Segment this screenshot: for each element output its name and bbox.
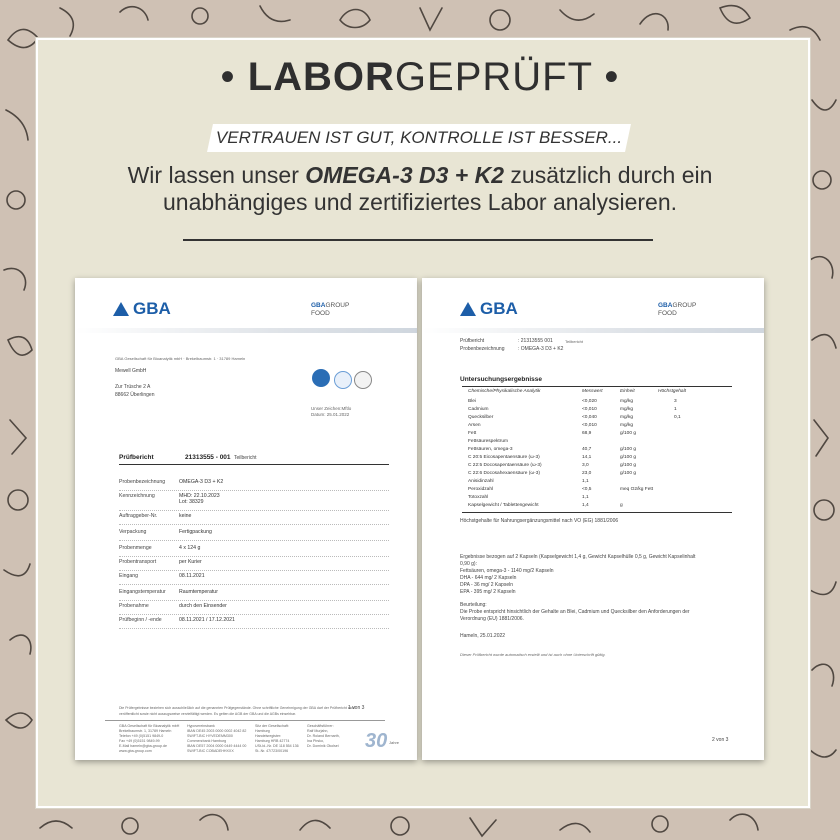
field-value: per Kurier — [179, 559, 202, 565]
table-row — [464, 399, 734, 407]
field-value: 08.11.2021 / 17.12.2021 — [179, 617, 235, 623]
table-row — [464, 479, 734, 487]
table-row — [464, 495, 734, 503]
table-row — [464, 407, 734, 415]
field-value: MHD: 22.10.2023 — [179, 493, 220, 499]
result-line: 0,90 g): — [460, 561, 477, 567]
tagline: VERTRAUEN IST GUT, KONTROLLE IST BESSER... — [215, 128, 623, 147]
measured-value-cell: 40,7 — [582, 447, 592, 452]
lead-paragraph — [100, 162, 740, 216]
measured-value-cell: 68,9 — [582, 431, 592, 436]
field-value: durch den Einsender — [179, 603, 227, 609]
header-band — [422, 328, 764, 333]
field-label: Probenahme — [119, 603, 149, 609]
report-number: : 21313555 001 — [518, 338, 553, 344]
bio-seal-icon — [334, 371, 352, 389]
footnote-line-1: Die Prüfergebnisse beziehen sich ausschließlich auf die genannten Prüfgegenstände. Ohne schriftliche Genehmigung der GBA darf der Prüfbericht nicht — [119, 706, 356, 710]
measured-value-cell: 23,0 — [582, 471, 592, 476]
report-field-row — [119, 490, 389, 511]
field-label: Probenbezeichnung — [119, 479, 166, 485]
measured-value-cell: 3,0 — [582, 463, 589, 468]
report-field-row — [119, 600, 389, 615]
result-line: DPA - 36 mg/ 2 Kapseln — [460, 582, 513, 588]
unit-cell: g/100 g — [620, 455, 637, 460]
place-date: Hameln, 25.01.2022 — [460, 633, 506, 639]
gba-logo: GBA — [113, 299, 171, 319]
analyte-cell: Peroxidzahl — [468, 487, 494, 492]
footer-rule — [105, 720, 385, 721]
recipient-city: 88662 Überlingen — [115, 392, 155, 398]
page-number: 1 von 3 — [348, 705, 365, 711]
max-level-cell: 0,1 — [674, 415, 681, 420]
table-row — [464, 503, 734, 511]
field-label: Eingang — [119, 573, 139, 579]
lab-report-page-2 — [422, 278, 764, 760]
report-field-row — [119, 570, 389, 585]
result-line: DHA - 644 mg/ 2 Kapseln — [460, 575, 517, 581]
measured-value-cell: <0,5 — [582, 487, 592, 492]
measured-value-cell: 1,1 — [582, 495, 589, 500]
analyte-cell: Arsen — [468, 423, 481, 428]
analyte-cell: C 20:5 Eicosapentaensäure (ω-3) — [468, 455, 540, 460]
table-row — [464, 423, 734, 431]
results-heading: Untersuchungsergebnisse — [460, 376, 542, 383]
analyte-cell: Cadmium — [468, 407, 489, 412]
result-line: EPA - 395 mg/ 2 Kapseln — [460, 589, 516, 595]
sample-value: : OMEGA-3 D3 + K2 — [518, 346, 564, 352]
assessment-title: Beurteilung: — [460, 602, 487, 608]
report-field-row — [119, 510, 389, 525]
max-level-cell: 3 — [674, 399, 677, 404]
unit-cell: g/100 g — [620, 447, 637, 452]
title-bold: LABOR — [247, 55, 395, 99]
field-label: Probenmenge — [119, 545, 152, 551]
report-label: Prüfbericht — [460, 338, 485, 344]
recipient-street: Zur Trüsche 2 A — [115, 384, 151, 390]
report-underline — [119, 464, 389, 465]
title-light: GEPRÜFT — [394, 55, 593, 99]
title-bullet-left: • — [220, 55, 236, 99]
report-suffix: Teilbericht — [234, 455, 257, 461]
field-label: Verpackung — [119, 529, 147, 535]
unit-cell: mg/kg — [620, 423, 634, 428]
measured-value-cell: 1,1 — [582, 479, 589, 484]
dakks-seal-icon — [354, 371, 372, 389]
analyte-cell: Kapselgewicht / Tablettengewicht — [468, 503, 539, 508]
report-field-row — [119, 476, 389, 491]
table-row — [464, 439, 734, 447]
table-top-rule — [462, 386, 732, 387]
report-field-row — [119, 542, 389, 557]
field-value: 4 x 124 g — [179, 545, 201, 551]
footer-column: Hypovereinsbank IBAN DE45 2003 0000 0002 4042 82 SWIFT-BIC HYVEDEMM300 Commerzbank Hamburg IBAN DE57 2004 0000 0449 4444 00 SWIFT-BIC COBADEHHXXX — [187, 724, 247, 753]
report-number: 21313555 - 001 — [185, 454, 231, 461]
report-label: Prüfbericht — [119, 454, 154, 461]
assessment-line-1: Die Probe entspricht hinsichtlich der Gehalte an Blei, Cadmium und Quecksilber den Anforderungen der — [460, 609, 690, 615]
unit-cell: meq O2/kg Fett — [620, 487, 654, 492]
footer-column: Geschäftsführer: Ralf Murjahn, Dr. Roland Bernarth, Ina Pirsko, Dr. Dominik Okolsei — [307, 724, 340, 748]
analyte-cell: Fett — [468, 431, 477, 436]
analyte-cell: Blei — [468, 399, 476, 404]
measured-value-cell: <0,040 — [582, 415, 597, 420]
measured-value-cell: 1,4 — [582, 503, 589, 508]
table-bottom-rule — [462, 512, 732, 513]
field-label: Probentransport — [119, 559, 157, 565]
analyte-cell: Fettsäuren, omega-3 — [468, 447, 513, 452]
analyte-cell: C 22:5 Docosapentaensäure (ω-3) — [468, 463, 542, 468]
sample-label: Probenbezeichnung — [460, 346, 505, 352]
lead-product: OMEGA-3 D3 + K2 — [305, 162, 505, 188]
table-row — [464, 455, 734, 463]
accreditation-seal-icon — [312, 369, 330, 387]
field-value: OMEGA-3 D3 + K2 — [179, 479, 224, 485]
unit-cell: mg/kg — [620, 399, 634, 404]
anniversary-badge: 30 — [365, 730, 388, 752]
report-suffix: Teilbericht — [565, 339, 584, 344]
header-band — [75, 328, 417, 333]
table-row — [464, 431, 734, 439]
field-value-secondary: Lot: 38329 — [179, 499, 204, 505]
recipient-name: Mewell GmbH — [115, 368, 147, 374]
analyte-cell: C 22:6 Docosahexaensäure (ω-3) — [468, 471, 541, 476]
footer-column: Sitz der Gesellschaft: Hamburg Handelsregister: Hamburg HRB 42774 USt-Id.-Nr. DE 118 554 136 St.-Nr. 47/723/00196 — [255, 724, 299, 753]
measured-value-cell: <0,010 — [582, 407, 597, 412]
measured-value-cell: <0,020 — [582, 399, 597, 404]
field-value: 08.11.2021 — [179, 573, 205, 579]
max-level-cell: 1 — [674, 407, 677, 412]
measured-value-cell: 14,1 — [582, 455, 592, 460]
analyte-cell: Anisidinzahl — [468, 479, 494, 484]
footer-column: GBA Gesellschaft für Bioanalytik mbH Brekelbaumstr. 1, 31789 Hameln Telefon +49 (0)5151 9849-0 Fax +49 (0)5151 9849-99 E-Mail hameln@gba-group.de www.gba-group.com — [119, 724, 180, 753]
sender-line: GBA Gesellschaft für Bioanalytik mbH · Brekelbaumstr. 1 · 31789 Hameln — [115, 356, 246, 361]
table-note: Höchstgehalte für Nahrungsergänzungsmittel nach VO (EG) 1881/2006 — [460, 518, 619, 524]
page-title — [0, 55, 840, 100]
report-field-row — [119, 586, 389, 601]
report-field-row — [119, 526, 389, 541]
analyte-cell: Fettsäurespektrum — [468, 439, 508, 444]
report-field-row — [119, 556, 389, 571]
gba-logo-icon — [460, 302, 476, 316]
auto-generated-note: Dieser Prüfbericht wurde automatisch erstellt und ist auch ohne Unterschrift gültig. — [460, 652, 606, 657]
field-value: keine — [179, 513, 192, 519]
unit-cell: mg/kg — [620, 415, 634, 420]
gba-logo: GBA — [460, 299, 518, 319]
assessment-line-2: Verordnung (EU) 1881/2006. — [460, 616, 524, 622]
field-label: Kennzeichnung — [119, 493, 155, 499]
analyte-cell: Totoxzahl — [468, 495, 489, 500]
footnote-line-2: veröffentlicht sowie nicht auszugsweise vervielfältigt werden. Es gelten die AGB der GBA und die AGBs einsehbar. — [119, 712, 296, 716]
gba-logo-icon — [113, 302, 129, 316]
report-field-row — [119, 614, 389, 629]
unit-cell: g — [620, 503, 623, 508]
result-line: Fettsäuren, omega-3 - 1140 mg/2 Kapseln — [460, 568, 554, 574]
field-label: Auftraggeber-Nr. — [119, 513, 158, 519]
unit-cell: g/100 g — [620, 471, 637, 476]
reference-date: Datum: 25.01.2022 — [311, 412, 350, 417]
lab-report-page-1 — [75, 278, 417, 760]
gba-group-food-logo: GBAGROUP FOOD — [311, 302, 350, 317]
result-line: Ergebnisse bezogen auf 2 Kapseln (Kapselgewicht 1,4 g, Gewicht Kapselhülle 0,5 g, Gewicht Kapselinhalt — [460, 554, 696, 560]
reference-label: Unser Zeichen:Mftlo — [311, 406, 352, 411]
field-label: Prüfbeginn / -ende — [119, 617, 162, 623]
unit-cell: mg/kg — [620, 407, 634, 412]
analyte-cell: Quecksilber — [468, 415, 494, 420]
title-bullet-right: • — [604, 55, 620, 99]
unit-cell: g/100 g — [620, 463, 637, 468]
field-value: Fertigpackung — [179, 529, 212, 535]
table-row — [464, 415, 734, 423]
anniversary-label: Jahre — [389, 740, 400, 745]
field-label: Eingangstemperatur — [119, 589, 166, 595]
table-row — [464, 463, 734, 471]
table-row — [464, 447, 734, 455]
divider-rule — [183, 239, 653, 241]
unit-cell: g/100 g — [620, 431, 637, 436]
table-row — [464, 471, 734, 479]
lead-pre: Wir lassen unser — [127, 162, 306, 188]
measured-value-cell: <0,010 — [582, 423, 597, 428]
gba-group-food-logo: GBAGROUP FOOD — [658, 302, 697, 317]
page-number: 2 von 3 — [712, 737, 729, 743]
table-header-row: Chemische/Physikalische Analytik Messwert Einheit Höchstgehalt — [468, 389, 686, 394]
table-row — [464, 487, 734, 495]
lead-post: zusätzlich durch ein unabhängiges und zertifiziertes Labor analysieren. — [163, 162, 713, 215]
field-value: Raumtemperatur — [179, 589, 218, 595]
